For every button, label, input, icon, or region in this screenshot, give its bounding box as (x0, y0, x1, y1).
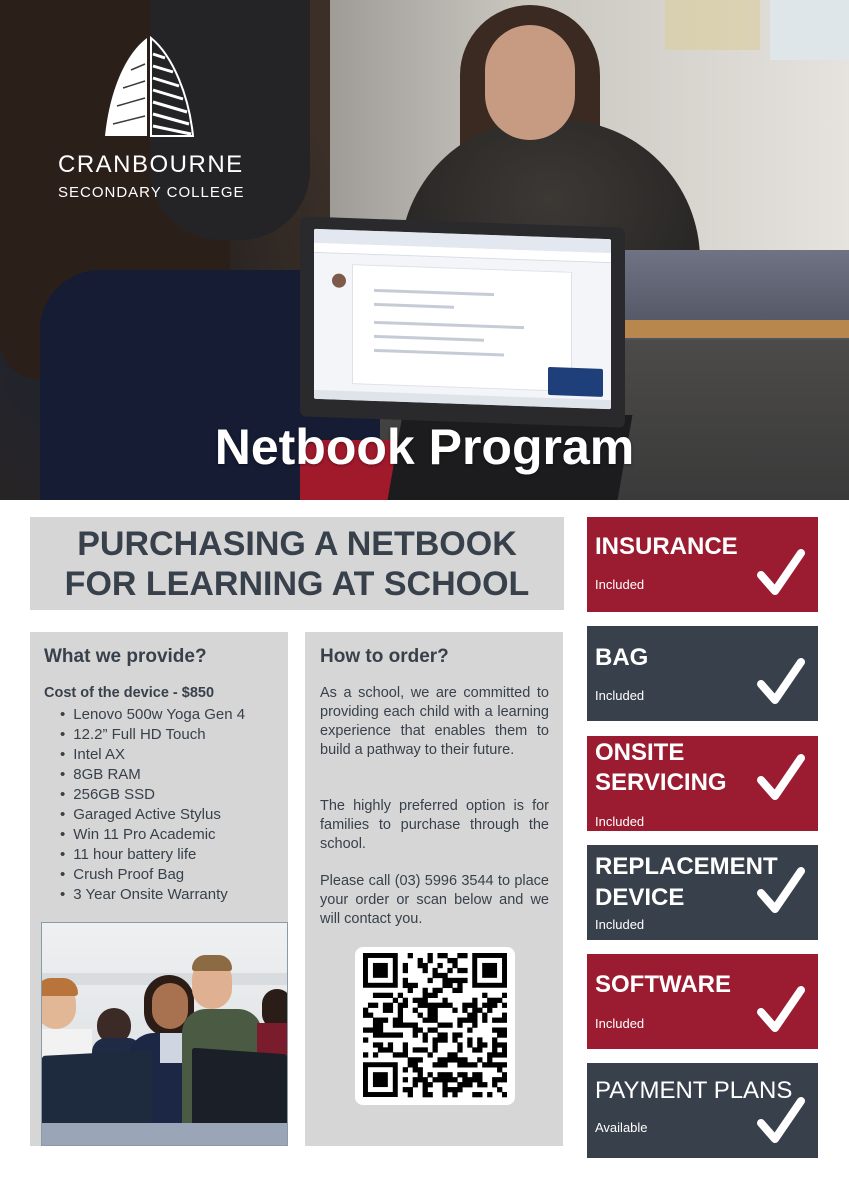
order-paragraph-1: As a school, we are committed to providing each child with a learning experience that enables them to build a pathway to their future. (320, 685, 549, 758)
hero-bg-poster (665, 0, 760, 50)
spec-item: • 12.2” Full HD Touch (60, 725, 245, 745)
card-title: PAYMENT PLANS (595, 1077, 793, 1104)
order-heading: How to order? (320, 646, 449, 667)
college-sail-logo-icon (103, 36, 195, 142)
spec-item: • Crush Proof Bag (60, 865, 245, 885)
card-status: Available (595, 1120, 648, 1135)
laptop-chat-popup (548, 367, 603, 397)
college-subtitle: SECONDARY COLLEGE (58, 184, 245, 201)
card-title: INSURANCE (595, 533, 738, 560)
students-photo (41, 922, 288, 1146)
hero-teacher-face (485, 25, 575, 140)
device-cost: Cost of the device - $850 (44, 685, 215, 701)
checkmark-icon (757, 865, 805, 915)
card-title-line-1: REPLACEMENT (595, 853, 778, 880)
spec-item: • 3 Year Onsite Warranty (60, 885, 245, 905)
hero-banner (0, 0, 849, 500)
card-bag (587, 626, 818, 721)
headline-text (65, 524, 530, 604)
college-name: CRANBOURNE (58, 151, 244, 178)
card-title-line-2: DEVICE (595, 884, 685, 911)
checkmark-icon (757, 984, 805, 1034)
card-status: Included (595, 814, 645, 829)
headline-line-1: PURCHASING A NETBOOK (77, 524, 517, 563)
card-status: Included (595, 577, 645, 592)
headline-line-2: FOR LEARNING AT SCHOOL (64, 564, 530, 603)
order-paragraph-3: Please call (03) 5996 3544 to place your order or scan below and we will contact you. (320, 873, 549, 927)
checkmark-icon (757, 547, 805, 597)
card-replacement-device (587, 845, 818, 940)
card-title-line-1: ONSITE (595, 739, 685, 766)
provide-heading: What we provide? (44, 646, 207, 667)
college-logo (58, 36, 245, 206)
photo-teacher-hair (192, 955, 232, 971)
hero-laptop (300, 216, 625, 427)
laptop-avatar (332, 273, 346, 287)
card-payment-plans (587, 1063, 818, 1158)
card-onsite-servicing (587, 736, 818, 831)
spec-item: • Intel AX (60, 745, 245, 765)
card-status: Included (595, 1016, 645, 1031)
hero-bg-window (770, 0, 849, 60)
hero-laptop-display (314, 229, 611, 409)
card-title-line-2: SERVICING (595, 769, 727, 796)
photo-boy-left-hair (41, 978, 78, 996)
spec-item: • 8GB RAM (60, 765, 245, 785)
checkmark-icon (757, 656, 805, 706)
spec-item: • 11 hour battery life (60, 845, 245, 865)
spec-item: • Garaged Active Stylus (60, 805, 245, 825)
headline-box (30, 517, 564, 610)
checkmark-icon (757, 752, 805, 802)
qr-code-icon[interactable] (363, 953, 507, 1099)
spec-item: • Win 11 Pro Academic (60, 825, 245, 845)
card-software (587, 954, 818, 1049)
spec-item: • 256GB SSD (60, 785, 245, 805)
photo-laptop-right (192, 1048, 287, 1133)
hero-title: Netbook Program (214, 419, 635, 475)
card-insurance (587, 517, 818, 612)
photo-desk (42, 1123, 288, 1146)
photo-girl-collar (160, 1033, 182, 1063)
checkmark-icon (757, 1095, 805, 1145)
photo-girl-face (152, 983, 188, 1029)
card-title: BAG (595, 644, 649, 671)
order-paragraph-2: The highly preferred option is for families to purchase through the school. (320, 798, 549, 852)
spec-item: • Lenovo 500w Yoga Gen 4 (60, 705, 245, 725)
qr-code-card[interactable] (355, 947, 515, 1105)
spec-list (60, 705, 245, 905)
laptop-compose-panel (352, 264, 572, 392)
card-status: Included (595, 917, 645, 932)
card-title: SOFTWARE (595, 971, 731, 998)
card-status: Included (595, 688, 645, 703)
